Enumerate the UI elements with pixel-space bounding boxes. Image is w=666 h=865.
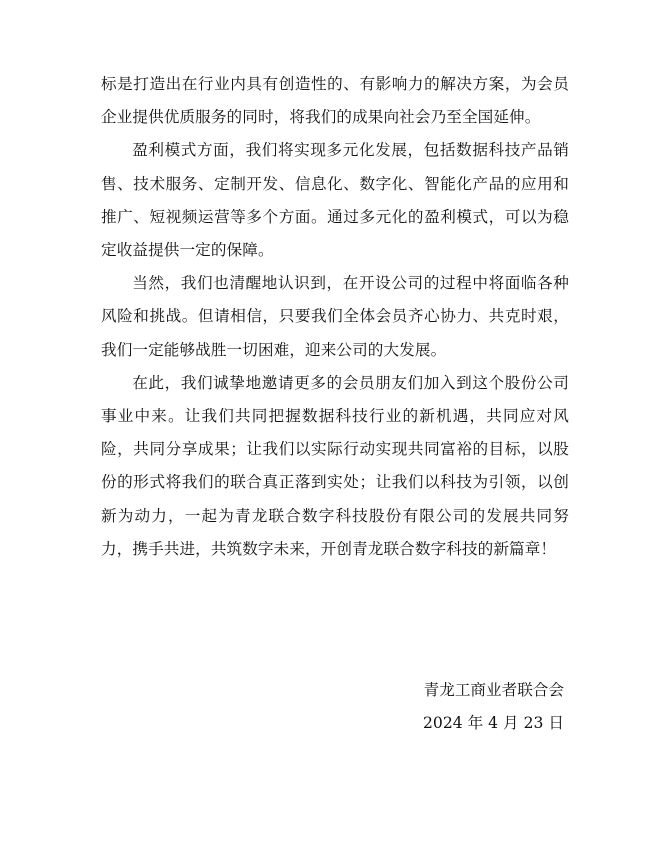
paragraph-profit-model: 盈利模式方面，我们将实现多元化发展，包括数据科技产品销售、技术服务、定制开发、信息化、数字化、智能化产品的应用和推广、短视频运营等多个方面。通过多元化的盈利模式，可以为稳定收益提供一定的保障。 bbox=[101, 141, 569, 260]
paragraph-continuation: 标是打造出在行业内具有创造性的、有影响力的解决方案，为会员企业提供优质服务的同时，将我们的成果向社会乃至全国延伸。 bbox=[101, 75, 569, 127]
paragraph-invitation: 在此，我们诚挚地邀请更多的会员朋友们加入到这个股份公司事业中来。让我们共同把握数据科技行业的新机遇，共同应对风险，共同分享成果；让我们以实际行动实现共同富裕的目标，以股份的形式将我们的联合真正落到实处；让我们以科技为引领，以创新为动力，一起为青龙联合数字科技股份有限公司的发展共同努力，携手共进，共筑数字未来，开创青龙联合数字科技的新篇章！ bbox=[101, 373, 569, 558]
signature-organization: 青龙工商业者联合会 bbox=[423, 681, 564, 699]
signature-date: 2024 年 4 月 23 日 bbox=[422, 714, 564, 733]
document-body bbox=[101, 68, 569, 566]
paragraph-risks: 当然，我们也清醒地认识到，在开设公司的过程中将面临各种风险和挑战。但请相信，只要我们全体会员齐心协力、共克时艰，我们一定能够战胜一切困难，迎来公司的大发展。 bbox=[101, 274, 569, 359]
signature-block bbox=[423, 674, 564, 740]
